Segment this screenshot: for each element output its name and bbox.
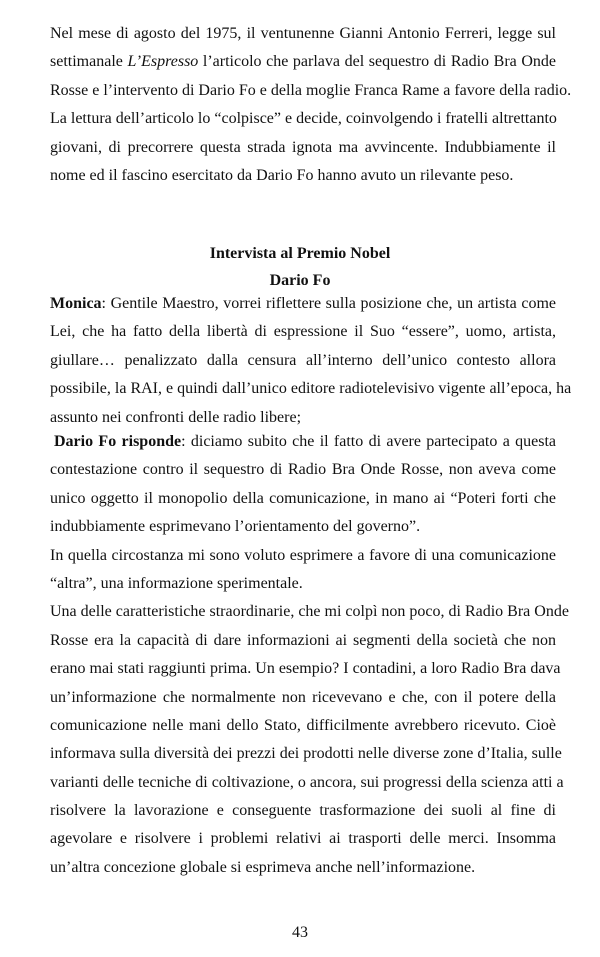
text-line: Nel mese di agosto del 1975, il ventunenne Gianni Antonio Ferreri, legge sul <box>50 25 556 42</box>
text-line: giovani, di precorrere questa strada ignota ma avvincente. Indubbiamente il <box>50 138 556 156</box>
text-line: Una delle caratteristiche straordinarie, che mi colpì non poco, di Radio Bra Onde <box>50 603 569 621</box>
text-line: possibile, la RAI, e quindi dall’unico editore radiotelevisivo vigente all’epoca, ha <box>50 380 572 398</box>
text-span: settimanale <box>50 53 128 71</box>
text-span: : diciamo subito che il fatto di avere partecipato a questa <box>181 433 557 450</box>
text-line: un’altra concezione globale si esprimeva anche nell’informazione. <box>50 858 476 876</box>
question-paragraph <box>50 290 572 432</box>
text-line: indubbiamente esprimevano l’orientamento del governo”. <box>50 518 421 536</box>
magazine-title: L’Espresso <box>127 53 199 71</box>
answer-paragraph <box>50 428 569 882</box>
text-line: un’informazione che normalmente non ricevevano e che, con il potere della <box>50 688 556 706</box>
text-line: nome ed il fascino esercitato da Dario Fo hanno avuto un rilevante peso. <box>50 166 514 184</box>
text-line: Rosse era la capacità di dare informazioni ai segmenti della società che non <box>50 631 556 649</box>
text-line: comunicazione nelle mani dello Stato, difficilmente avrebbero ricevuto. Cioè <box>50 716 556 734</box>
text-line: assunto nei confronti delle radio libere; <box>50 408 302 426</box>
text-line: giullare… penalizzato dalla censura all’interno dell’unico contesto allora <box>50 351 556 369</box>
page-number: 43 <box>292 924 308 941</box>
text-span: : Gentile Maestro, vorrei riflettere sulla posizione che, un artista come <box>101 295 556 312</box>
speaker-monica: Monica <box>50 295 102 312</box>
text-line <box>50 290 556 318</box>
interview-subheading: Dario Fo <box>269 272 331 289</box>
text-line: informava sulla diversità dei prezzi dei prodotti nelle diverse zone d’Italia, sulle <box>50 745 562 763</box>
intro-paragraph <box>50 20 572 190</box>
speaker-dario-fo: Dario Fo risponde <box>54 433 182 450</box>
text-line: “altra”, una informazione sperimentale. <box>50 574 303 592</box>
text-line: contestazione contro il sequestro di Radio Bra Onde Rosse, non aveva come <box>50 461 556 479</box>
text-line: Rosse e l’intervento di Dario Fo e della moglie Franca Rame a favore della radio. <box>50 81 572 99</box>
text-line: risolvere la lavorazione e conseguente trasformazione dei suoli al fine di <box>50 802 556 820</box>
text-line <box>50 428 556 456</box>
text-line: agevolare e risolvere i problemi relativi ai trasporti delle merci. Insomma <box>50 830 556 848</box>
text-line: In quella circostanza mi sono voluto esprimere a favore di una comunicazione <box>50 546 556 564</box>
text-span: l’articolo che parlava del sequestro di Radio Bra Onde <box>198 53 557 71</box>
text-line: La lettura dell’articolo lo “colpisce” e decide, coinvolgendo i fratelli altrettanto <box>50 110 557 128</box>
text-line: Lei, che ha fatto della libertà di espressione il Suo “essere”, uomo, artista, <box>50 323 556 341</box>
text-line <box>50 48 556 76</box>
text-line: unico oggetto il monopolio della comunicazione, in mano ai “Poteri forti che <box>50 489 556 507</box>
text-line: erano mai stati raggiunti prima. Un esempio? I contadini, a loro Radio Bra dava <box>50 660 561 678</box>
text-line: varianti delle tecniche di coltivazione, o ancora, sui progressi della scienza atti a <box>50 773 564 791</box>
interview-heading: Intervista al Premio Nobel <box>209 245 391 262</box>
